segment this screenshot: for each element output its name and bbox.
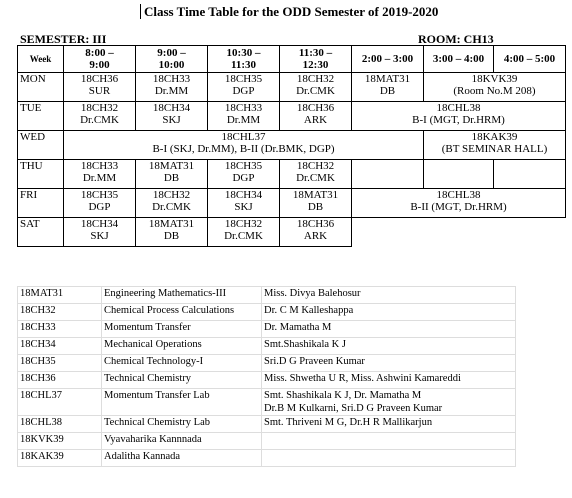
class-cell: 18CH36 ARK	[280, 102, 352, 131]
day-label: THU	[18, 160, 64, 189]
day-row-wed	[18, 131, 566, 160]
day-row-tue	[18, 102, 566, 131]
subject-code: 18CH34	[18, 338, 102, 355]
subject-legend-table	[17, 286, 516, 467]
day-label: WED	[18, 131, 64, 160]
subject-code: 18KVK39	[18, 433, 102, 450]
slot-header: 9:00 – 10:00	[136, 46, 208, 73]
class-cell: 18KAK39 (BT SEMINAR HALL)	[424, 131, 566, 160]
semester-label: SEMESTER: III	[20, 32, 107, 46]
day-label: SAT	[18, 218, 64, 247]
subject-name: Adalitha Kannada	[102, 450, 262, 467]
slot-header: 8:00 – 9:00	[64, 46, 136, 73]
class-cell: 18CH32 Dr.CMK	[280, 73, 352, 102]
day-row-thu	[18, 160, 566, 189]
legend-row	[18, 372, 516, 389]
day-label: TUE	[18, 102, 64, 131]
legend-row	[18, 338, 516, 355]
legend-row	[18, 321, 516, 338]
room-label: ROOM: CH13	[418, 32, 494, 46]
subject-code: 18CH36	[18, 372, 102, 389]
faculty-name: Dr. C M Kalleshappa	[262, 304, 516, 321]
subject-code: 18CHL38	[18, 416, 102, 433]
class-cell: 18CH36 ARK	[280, 218, 352, 247]
empty-cell	[352, 160, 424, 189]
slot-header: 3:00 – 4:00	[424, 46, 494, 73]
faculty-name	[262, 433, 516, 450]
class-cell: 18CH32 Dr.CMK	[64, 102, 136, 131]
day-row-mon	[18, 73, 566, 102]
class-cell: 18CH33 Dr.MM	[136, 73, 208, 102]
class-cell: 18MAT31 DB	[352, 73, 424, 102]
subject-name: Chemical Technology-I	[102, 355, 262, 372]
faculty-name: Smt. Thriveni M G, Dr.H R Mallikarjun	[262, 416, 516, 433]
faculty-name	[262, 450, 516, 467]
class-cell: 18CH34 SKJ	[64, 218, 136, 247]
subject-code: 18CH32	[18, 304, 102, 321]
faculty-name: Dr. Mamatha M	[262, 321, 516, 338]
subject-name: Momentum Transfer	[102, 321, 262, 338]
class-cell: 18CH34 SKJ	[208, 189, 280, 218]
subject-name: Technical Chemistry Lab	[102, 416, 262, 433]
legend-row	[18, 389, 516, 416]
subject-name: Chemical Process Calculations	[102, 304, 262, 321]
class-cell: 18CH34 SKJ	[136, 102, 208, 131]
subject-code: 18MAT31	[18, 287, 102, 304]
legend-row	[18, 416, 516, 433]
class-cell: 18CH32 Dr.CMK	[136, 189, 208, 218]
subject-name: Momentum Transfer Lab	[102, 389, 262, 416]
lab-cell: 18CHL37 B-I (SKJ, Dr.MM), B-II (Dr.BMK, DGP)	[64, 131, 424, 160]
subject-code: 18CH35	[18, 355, 102, 372]
class-cell: 18CH33 Dr.MM	[64, 160, 136, 189]
class-cell: 18MAT31 DB	[136, 160, 208, 189]
faculty-name: Smt.Shashikala K J	[262, 338, 516, 355]
page-title: Class Time Table for the ODD Semester of 2019-2020	[140, 4, 438, 19]
subject-code: 18CH33	[18, 321, 102, 338]
class-cell: 18CH35 DGP	[208, 160, 280, 189]
slot-header: 11:30 – 12:30	[280, 46, 352, 73]
subject-name: Vyavaharika Kannnada	[102, 433, 262, 450]
legend-row	[18, 355, 516, 372]
slot-header: 2:00 – 3:00	[352, 46, 424, 73]
slot-header: 4:00 – 5:00	[494, 46, 566, 73]
legend-row	[18, 450, 516, 467]
slot-header: 10:30 – 11:30	[208, 46, 280, 73]
faculty-name: Miss. Divya Balehosur	[262, 287, 516, 304]
subject-code: 18CHL37	[18, 389, 102, 416]
faculty-name: Smt. Shashikala K J, Dr. Mamatha M Dr.B M Kulkarni, Sri.D G Praveen Kumar	[262, 389, 516, 416]
week-header: Week	[18, 46, 64, 73]
day-row-sat	[18, 218, 566, 247]
empty-cell	[494, 160, 566, 189]
class-cell: 18CH35 DGP	[64, 189, 136, 218]
day-row-fri	[18, 189, 566, 218]
day-label: FRI	[18, 189, 64, 218]
class-cell: 18CH35 DGP	[208, 73, 280, 102]
class-cell: 18CH33 Dr.MM	[208, 102, 280, 131]
legend-row	[18, 304, 516, 321]
class-cell: 18KVK39 (Room No.M 208)	[424, 73, 566, 102]
class-cell: 18CH32 Dr.CMK	[280, 160, 352, 189]
legend-row	[18, 433, 516, 450]
subject-name: Mechanical Operations	[102, 338, 262, 355]
legend-row	[18, 287, 516, 304]
class-cell: 18CH32 Dr.CMK	[208, 218, 280, 247]
subject-code: 18KAK39	[18, 450, 102, 467]
timetable-header-row	[18, 46, 566, 73]
timetable	[17, 45, 566, 247]
lab-cell: 18CHL38 B-II (MGT, Dr.HRM)	[352, 189, 566, 218]
subject-name: Engineering Mathematics-III	[102, 287, 262, 304]
subject-name: Technical Chemistry	[102, 372, 262, 389]
faculty-name: Miss. Shwetha U R, Miss. Ashwini Kamareddi	[262, 372, 516, 389]
class-cell: 18MAT31 DB	[280, 189, 352, 218]
class-cell: 18MAT31 DB	[136, 218, 208, 247]
empty-cell	[424, 160, 494, 189]
faculty-name: Sri.D G Praveen Kumar	[262, 355, 516, 372]
day-label: MON	[18, 73, 64, 102]
class-cell: 18CH36 SUR	[64, 73, 136, 102]
lab-cell: 18CHL38 B-I (MGT, Dr.HRM)	[352, 102, 566, 131]
